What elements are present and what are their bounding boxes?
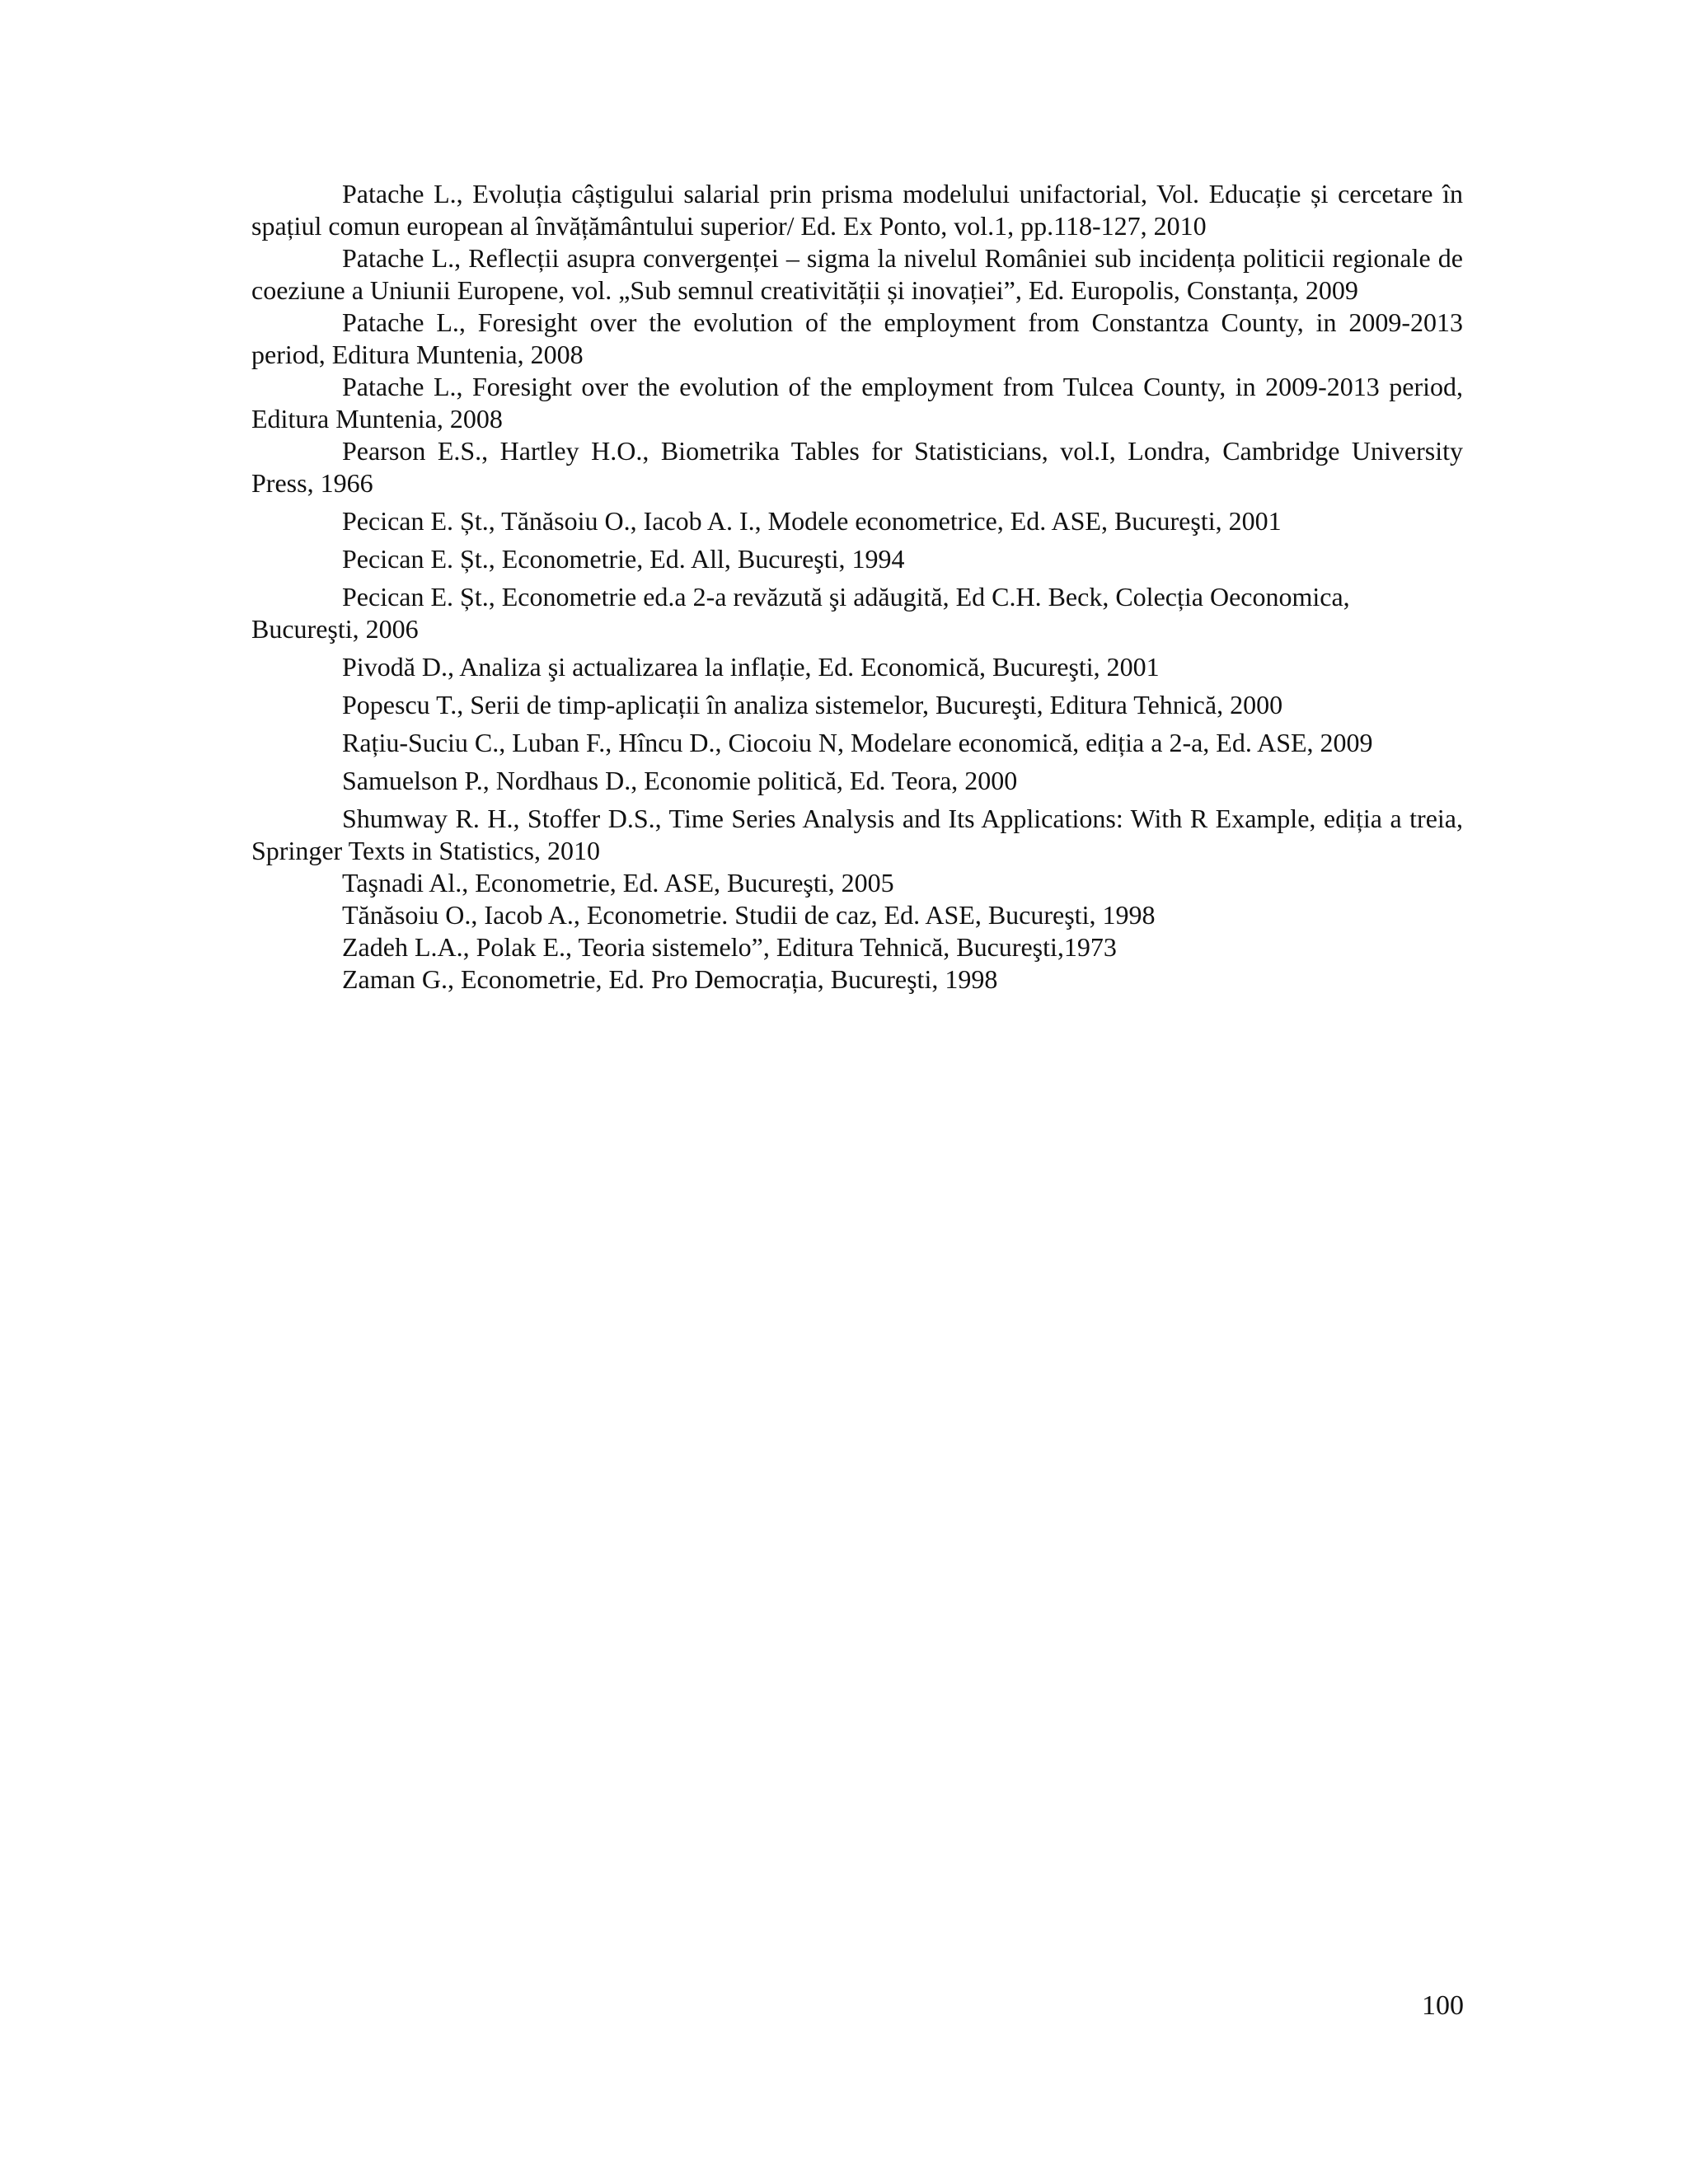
bibliography-entry: Pecican E. Șt., Tănăsoiu O., Iacob A. I., Modele econometrice, Ed. ASE, Bucureşti, 2001 — [342, 506, 1282, 536]
bibliography-entry: Zadeh L.A., Polak E., Teoria sistemelo”, Editura Tehnică, Bucureşti,1973 — [342, 932, 1117, 962]
bibliography-entry: Rațiu-Suciu C., Luban F., Hîncu D., Ciocoiu N, Modelare economică, ediția a 2-a, Ed. ASE, 2009 — [342, 728, 1373, 757]
bibliography-entry: Patache L., Reflecții asupra convergenței – sigma la nivelul României sub incidența politicii regionale de coeziune a Uniunii Europene, vol. „Sub semnul creativității și inovației”, Ed. Europolis, Constanța, 2009 — [251, 243, 1463, 305]
bibliography-entry: Popescu T., Serii de timp-aplicații în analiza sistemelor, Bucureşti, Editura Tehnică, 2000 — [342, 690, 1283, 719]
bibliography-entry: Taşnadi Al., Econometrie, Ed. ASE, Bucureşti, 2005 — [342, 868, 894, 898]
bibliography-entry: Patache L., Foresight over the evolution of the employment from Tulcea County, in 2009-2013 period, Editura Muntenia, 2008 — [251, 372, 1463, 434]
bibliography-entry: Pecican E. Șt., Econometrie, Ed. All, Bucureşti, 1994 — [342, 544, 905, 574]
bibliography-entry: Samuelson P., Nordhaus D., Economie politică, Ed. Teora, 2000 — [342, 766, 1018, 795]
bibliography-entry: Patache L., Evoluția câștigului salarial prin prisma modelului unifactorial, Vol. Educație și cercetare în spațiul comun european al învățământului superior/ Ed. Ex Ponto, vol.1, pp.118-127, 2010 — [251, 179, 1463, 241]
page-number: 100 — [1422, 1990, 1464, 2021]
bibliography-entry: Pearson E.S., Hartley H.O., Biometrika Tables for Statisticians, vol.I, Londra, Cambridge University Press, 1966 — [251, 436, 1463, 498]
bibliography-entry: Pecican E. Șt., Econometrie ed.a 2-a revăzută şi adăugită, Ed C.H. Beck, Colecția Oeconomica, Bucureşti, 2006 — [251, 582, 1350, 644]
bibliography-list — [251, 178, 1463, 996]
bibliography-entry: Tănăsoiu O., Iacob A., Econometrie. Studii de caz, Ed. ASE, Bucureşti, 1998 — [342, 900, 1156, 930]
bibliography-entry: Shumway R. H., Stoffer D.S., Time Series Analysis and Its Applications: With R Example, ediția a treia, Springer Texts in Statistics, 2010 — [251, 804, 1463, 865]
bibliography-entry: Zaman G., Econometrie, Ed. Pro Democrația, Bucureşti, 1998 — [342, 964, 998, 994]
bibliography-entry: Pivodă D., Analiza şi actualizarea la inflație, Ed. Economică, Bucureşti, 2001 — [342, 652, 1160, 682]
bibliography-entry: Patache L., Foresight over the evolution of the employment from Constantza County, in 2009-2013 period, Editura Muntenia, 2008 — [251, 307, 1463, 369]
